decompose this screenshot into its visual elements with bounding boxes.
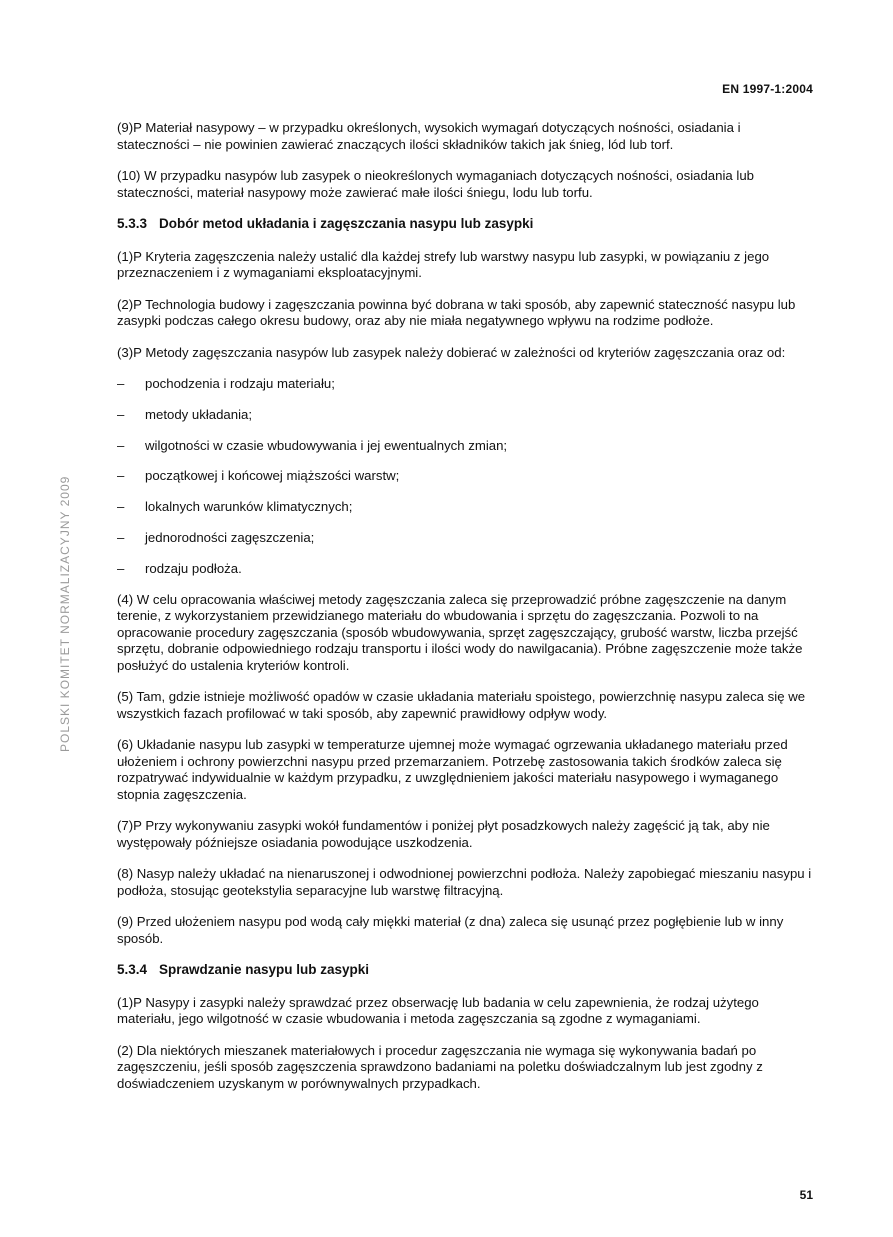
paragraph: (9)P Materiał nasypowy – w przypadku określonych, wysokich wymagań dotyczących nośności, osiadania i stateczności – nie powinien zawierać znaczących ilości składników takich jak śnieg, lód lub torf. bbox=[117, 120, 741, 152]
paragraph: (6) Układanie nasypu lub zasypki w temperaturze ujemnej może wymagać ogrzewania układanego materiału przed ułożeniem i ochrony powierzchni nasypu przed przemarzaniem. Potrzebę zastosowania takich środków zaleca się rozpatrywać indywidualnie w każdym przypadku, z uwzględnieniem jakości materiału nasypowego i wymaganego stopnia zagęszczenia. bbox=[117, 737, 788, 802]
list-dash: – bbox=[117, 468, 125, 484]
list-dash: – bbox=[117, 499, 125, 515]
list-dash: – bbox=[117, 437, 125, 453]
paragraph: (2)P Technologia budowy i zagęszczania powinna być dobrana w taki sposób, aby zapewnić stateczność nasypu lub zasypki podczas całego okresu budowy, oraz aby nie miała negatywnego wpływu na rodzime podłoże. bbox=[117, 296, 796, 328]
paragraph: (1)P Kryteria zagęszczenia należy ustalić dla każdej strefy lub warstwy nasypu lub zasypki, w powiązaniu z jego przeznaczeniem i z wymaganiami eksploatacyjnymi. bbox=[117, 248, 770, 280]
section-heading bbox=[117, 216, 812, 233]
list-item-text: wilgotności w czasie wbudowywania i jej ewentualnych zmian; bbox=[145, 437, 508, 453]
list-item-text: rodzaju podłoża. bbox=[145, 560, 242, 576]
list-item-text: lokalnych warunków klimatycznych; bbox=[145, 499, 353, 515]
list-item-text: pochodzenia i rodzaju materiału; bbox=[145, 376, 335, 391]
paragraph: (5) Tam, gdzie istnieje możliwość opadów w czasie układania materiału spoistego, powierzchnię nasypu zaleca się we wszystkich fazach profilować w taki sposób, aby zapewnić prawidłowy odpływ wody. bbox=[117, 689, 806, 721]
paragraph: (2) Dla niektórych mieszanek materiałowych i procedur zagęszczania nie wymaga się wykonywania badań po zagęszczeniu, jeśli sposób zagęszczenia sprawdzono badaniami na poletku doświadczalnym lub jest zgodny z doświadczeniem uzyskanym w porównywalnych przypadkach. bbox=[117, 1042, 763, 1091]
list-item-text: metody układania; bbox=[145, 406, 253, 422]
document-id-header: EN 1997-1:2004 bbox=[722, 82, 813, 96]
list-item-text: jednorodności zagęszczenia; bbox=[145, 529, 315, 545]
page-number: 51 bbox=[799, 1188, 813, 1202]
list-item bbox=[117, 499, 812, 516]
section-title: Sprawdzanie nasypu lub zasypki bbox=[159, 962, 370, 978]
paragraph: (4) W celu opracowania właściwej metody zagęszczania zaleca się przeprowadzić próbne zagęszczenie na danym terenie, z wykorzystaniem przewidzianego materiału do wbudowania i sprzętu do zagęszczania. Pozwoli to na opracowanie procedury zagęszczania (sposób wbudowywania, sprzęt zagęszczający, grubość warstw, liczba przejść sprzętu, dobranie odpowiedniego rodzaju transportu i ilości wody do nawilgacania). Próbne zagęszczenie może także posłużyć do ustalenia kryteriów kontroli. bbox=[117, 591, 803, 673]
document-body bbox=[117, 120, 812, 1107]
paragraph: (10) W przypadku nasypów lub zasypek o nieokreślonych wymaganiach dotyczących nośności, osiadania lub stateczności, materiał nasypowy może zawierać małe ilości śniegu, lodu lub torfu. bbox=[117, 168, 754, 200]
watermark: POLSKI KOMITET NORMALIZACYJNY 2009 bbox=[58, 475, 72, 752]
list-dash: – bbox=[117, 560, 125, 576]
paragraph: (8) Nasyp należy układać na nienaruszonej i odwodnionej powierzchni podłoża. Należy zapobiegać mieszaniu nasypu i podłoża, stosując geotekstylia separacyjne lub warstwę filtracyjną. bbox=[117, 866, 812, 898]
list-item bbox=[117, 530, 812, 547]
list-item-text: początkowej i końcowej miąższości warstw; bbox=[145, 468, 400, 484]
section-number: 5.3.4 bbox=[117, 962, 148, 978]
list-item bbox=[117, 438, 812, 455]
paragraph: (9) Przed ułożeniem nasypu pod wodą cały miękki materiał (z dna) zaleca się usunąć przez pogłębienie lub w inny sposób. bbox=[117, 914, 784, 946]
section-number: 5.3.3 bbox=[117, 216, 148, 231]
list-item bbox=[117, 561, 812, 578]
list-item bbox=[117, 407, 812, 424]
list-item bbox=[117, 376, 812, 393]
paragraph: (7)P Przy wykonywaniu zasypki wokół fundamentów i poniżej płyt posadzkowych należy zagęścić ją tak, aby nie występowały późniejsze osiadania powodujące uszkodzenia. bbox=[117, 818, 770, 850]
section-heading bbox=[117, 962, 812, 979]
list-dash: – bbox=[117, 406, 125, 422]
list-dash: – bbox=[117, 529, 125, 545]
list-dash: – bbox=[117, 376, 125, 391]
paragraph: (1)P Nasypy i zasypki należy sprawdzać przez obserwację lub badania w celu zapewnienia, że rodzaj użytego materiału, jego wilgotność w czasie wbudowania i metoda zagęszczania są zgodne z wymaganiami. bbox=[117, 994, 759, 1027]
section-title: Dobór metod układania i zagęszczania nasypu lub zasypki bbox=[159, 216, 534, 231]
criteria-list bbox=[117, 376, 812, 577]
paragraph: (3)P Metody zagęszczania nasypów lub zasypek należy dobierać w zależności od kryteriów zagęszczania oraz od: bbox=[117, 344, 786, 360]
list-item bbox=[117, 468, 812, 485]
